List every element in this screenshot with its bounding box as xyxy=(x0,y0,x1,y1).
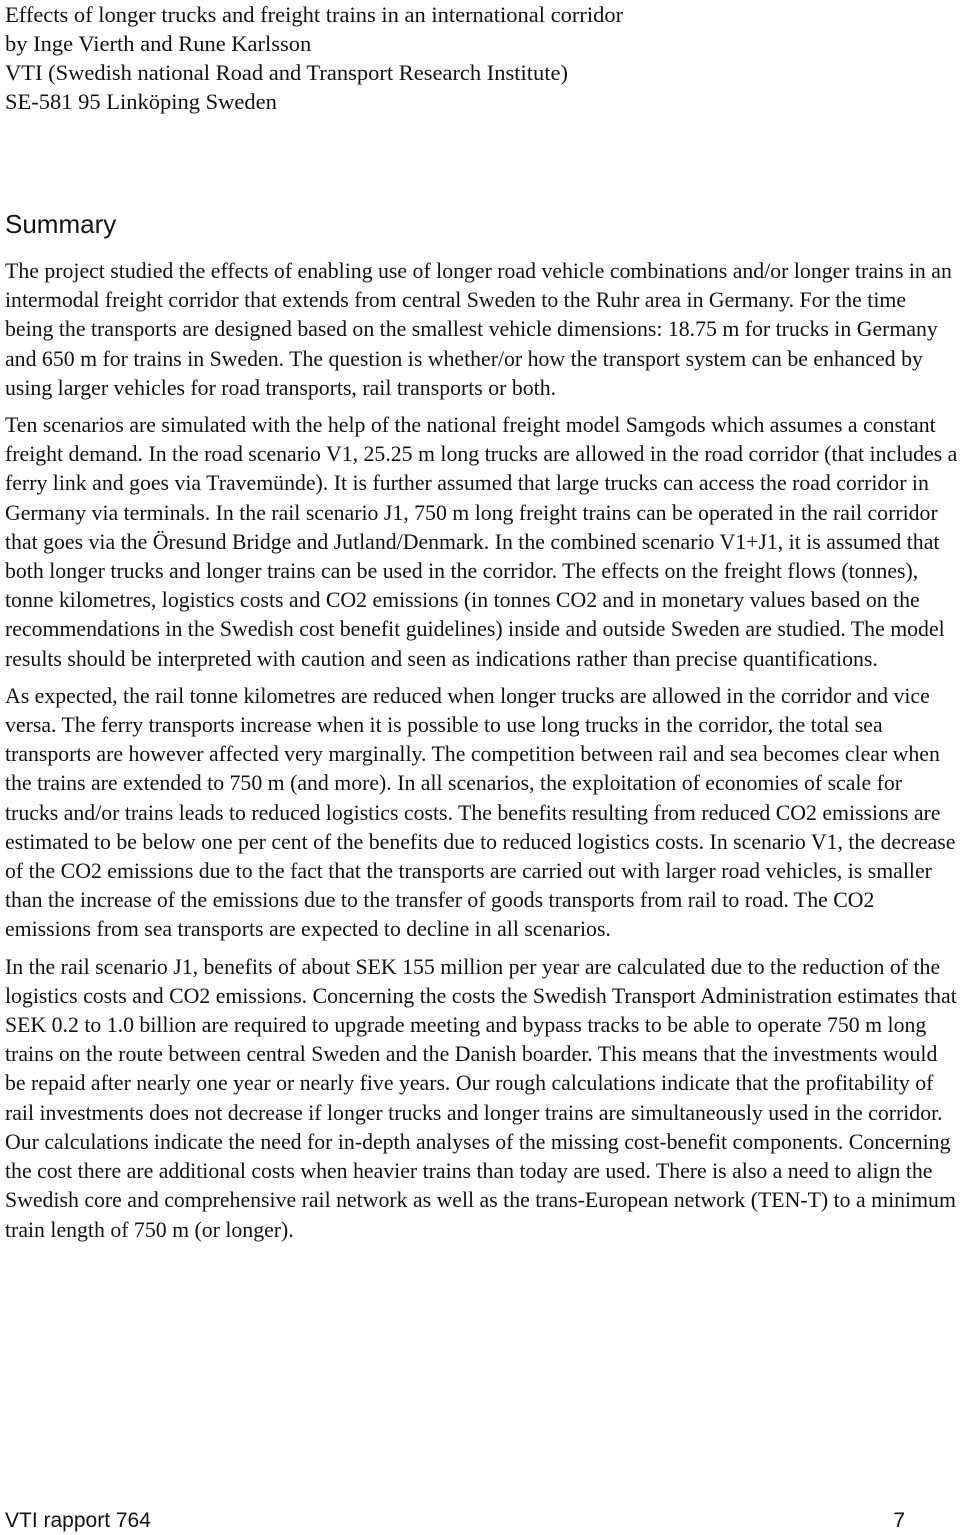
summary-paragraph-4: In the rail scenario J1, benefits of about SEK 155 million per year are calculated due to the reduction of the logistics costs and CO2 emissions. Concerning the costs the Swedish Transport Administration estimates that SEK 0.2 to 1.0 billion are required to upgrade meeting and bypass tracks to be able to operate 750 m long trains on the route between central Sweden and the Danish boarder. This means that the investments would be repaid after nearly one year or nearly five years. Our rough calculations indicate that the profitability of rail investments does not decrease if longer trucks and longer trains are simultaneously used in the corridor. Our calculations indicate the need for in-depth analyses of the missing cost-benefit components. Concerning the cost there are additional costs when heavier trains than today are used. There is also a need to align the Swedish core and comprehensive rail network as well as the trans-European network (TEN-T) to a minimum train length of 750 m (or longer). xyxy=(5,954,957,1242)
summary-heading: Summary xyxy=(5,209,117,239)
page-number: 7 xyxy=(893,1509,905,1532)
document-header xyxy=(5,0,945,116)
authors-line: by Inge Vierth and Rune Karlsson xyxy=(5,31,312,56)
summary-paragraph-2: Ten scenarios are simulated with the help of the national freight model Samgods which assumes a constant freight demand. In the road scenario V1, 25.25 m long trucks are allowed in the road corridor (that includes a ferry link and goes via Travemünde). It is further assumed that large trucks can access the road corridor in Germany via terminals. In the rail scenario J1, 750 m long freight trains can be operated in the rail corridor that goes via the Öresund Bridge and Jutland/Denmark. In the combined scenario V1+J1, it is assumed that both longer trucks and longer trains can be used in the corridor. The effects on the freight flows (tonnes), tonne kilometres, logistics costs and CO2 emissions (in tonnes CO2 and in monetary values based on the recommendations in the Swedish cost benefit guidelines) inside and outside Sweden are studied. The model results should be interpreted with caution and seen as indications rather than precise quantifications. xyxy=(5,413,958,671)
summary-body xyxy=(5,257,958,1253)
address-line: SE-581 95 Linköping Sweden xyxy=(5,89,277,114)
page-footer xyxy=(5,1507,905,1535)
summary-paragraph-3: As expected, the rail tonne kilometres are reduced when longer trucks are allowed in the corridor and vice versa. The ferry transports increase when it is possible to use long trucks in the corridor, the total sea transports are however affected very marginally. The competition between rail and sea becomes clear when the trains are extended to 750 m (and more). In all scenarios, the exploitation of economies of scale for trucks and/or trains leads to reduced logistics costs. The benefits resulting from reduced CO2 emissions are estimated to be below one per cent of the benefits due to reduced logistics costs. In scenario V1, the decrease of the CO2 emissions due to the fact that the transports are carried out with larger road vehicles, is smaller than the increase of the emissions due to the transfer of goods transports from rail to road. The CO2 emissions from sea transports are expected to decline in all scenarios. xyxy=(5,683,956,942)
document-title: Effects of longer trucks and freight trains in an international corridor xyxy=(5,2,624,27)
institute-line: VTI (Swedish national Road and Transport Research Institute) xyxy=(5,60,569,85)
report-label: VTI rapport 764 xyxy=(5,1509,151,1532)
summary-paragraph-1: The project studied the effects of enabling use of longer road vehicle combinations and/or longer trains in an intermodal freight corridor that extends from central Sweden to the Ruhr area in Germany. For the time being the transports are designed based on the smallest vehicle dimensions: 18.75 m for trucks in Germany and 650 m for trains in Sweden. The question is whether/or how the transport system can be enhanced by using larger vehicles for road transports, rail transports or both. xyxy=(5,259,952,400)
